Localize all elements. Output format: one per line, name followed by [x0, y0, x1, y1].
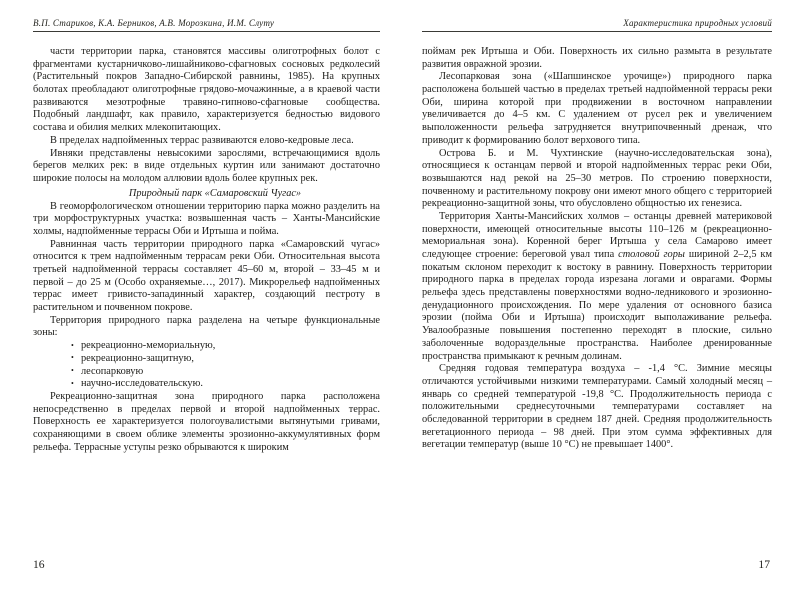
paragraph: поймам рек Иртыша и Оби. Поверхность их сильно размыта в результате развития овражной эрозии. — [422, 46, 772, 70]
paragraph: Территория природного парка разделена на четыре функциональные зоны: — [33, 314, 380, 339]
paragraph: Острова Б. и М. Чухтинские (научно-исследовательская зона), относящиеся к останцам первой и второй надпойменных террас реки Оби, возвышаются над рекой на 25–30 метров. По строению поверхности, почвенному и растительному покрову они имеют много общего с территорией рекреационно-защитной зоны, что обусловлено общностью их генезиса. — [422, 147, 772, 210]
paragraph: части территории парка, становятся массивы олиготрофных болот с фрагментами кустарничково-лишайниково-сфагновых сосновых редколесий (Растительный покров Западно-Сибирской равнины, 1985). На крупных болотах преобладают олиготрофные грядово-мочажинные, а в краевой части развиваются мезотрофные травяно-гипново-сфагновые сообщества. Подобный ландшафт, как правило, характеризуется бедностью видового состава и обилия мелких млекопитающих. — [33, 46, 380, 134]
paragraph: Лесопарковая зона («Шапшинское урочище») природного парка расположена большей частью в пределах третьей надпойменной террасы реки Оби, ширина которой при продвижении в восточном направлении увеличивается до 4–5 км. С удалением от русел рек и увеличением выположенности рельефа затрудняется внутрипочвенный дренаж, что приводит к формированию болот верхового типа. — [422, 71, 772, 146]
list-item: • рекреационно-защитную, — [33, 353, 380, 366]
list-item: • научно-исследовательскую. — [33, 378, 380, 391]
running-head-right: Характеристика природных условий — [623, 18, 772, 28]
list-item: • рекреационно-мемориальную, — [33, 340, 380, 353]
running-head-rule-left — [33, 31, 380, 32]
paragraph: В геоморфологическом отношении территорию парка можно разделить на три морфоструктурных участка: возвышенная часть – Ханты-Мансийские холмы, надпойменные террасы Оби и Иртыша и пойма. — [33, 200, 380, 237]
text-part-2: шириной 2–2,5 км покатым склоном переходит к востоку в равнину. Поверхность территории природного парка в пределах города изрезана логами и оврагами. Формы рельефа здесь представлены поверхностями водно-ледникового и эрозионно-денудационного происхождения. По мере удаления от основного базиса эрозии (пойма Оби и Иртыша) происходит выполаживание рельефа. Увалообразные повышения постепенно переходят в плоские, сильно заболоченные водораздельные пространства. Наиболее дренированные пространства примыкают к речным долинам. — [422, 249, 772, 362]
right-page — [400, 0, 800, 593]
page-number-right: 17 — [758, 558, 770, 571]
italic-term: столовой горы — [618, 249, 685, 260]
left-page-body — [33, 46, 380, 454]
paragraph-with-italic — [422, 211, 772, 363]
list-item: • лесопарковую — [33, 366, 380, 379]
running-head-left: В.П. Стариков, К.А. Берников, А.В. Морозкина, И.М. Слуту — [33, 18, 275, 28]
functional-zones-list — [33, 340, 380, 391]
running-head-rule-right — [422, 31, 772, 32]
paragraph: Равнинная часть территории природного парка «Самаровский чугас» относится к трем надпойменным террасам реки Оби. Относительная высота третьей надпойменной террасы составляет 45–60 м, второй – 33–45 м и первой – до 25 м (Особо охраняемые…, 2017). Микрорельеф надпойменных террас имеет гривисто-западинный характер, создающий пестроту в растительном и почвенном покрове. — [33, 238, 380, 314]
paragraph: Средняя годовая температура воздуха – -1,4 °С. Зимние месяцы отличаются устойчивыми низкими температурами. Самый холодный месяц – январь со средней температурой -19,8 °С. Продолжительность периода с положительными среднесуточными температурами составляет на обследованной территории в среднем 187 дней. Средняя продолжительность вегетационного периода – 98 дней. При этом сумма эффективных для вегетации температур (выше 10 °С) не превышает 1400°. — [422, 363, 772, 451]
text-part-1: Территория Ханты-Мансийских холмов – останцы древней материковой поверхности, имеющей относительные высоты 110–126 м (рекреационно-мемориальная зона). Коренной берег Иртыша у села Самарово имеет следующее строение: береговой увал типа — [422, 210, 772, 260]
paragraph: Ивняки представлены невысокими зарослями, встречающимися вдоль берегов мелких рек: в виде отдельных куртин или занимают достаточно широкие полосы на молодом аллювии вдоль более крупных рек. — [33, 147, 380, 184]
section-subheading: Природный парк «Самаровский Чугас» — [128, 187, 302, 199]
right-page-body — [422, 46, 772, 452]
paragraph: В пределах надпойменных террас развиваются елово-кедровые леса. — [50, 134, 354, 146]
paragraph: Рекреационно-защитная зона природного парка расположена непосредственно в пределах первой и второй надпойменных террас. Поверхность ее характеризуется пологоувалистыми вытянутыми гривами, сохраняющими в своем облике элементы эрозионно-аккумулятивных форм рельефа. Террасные уступы резко обрываются к широким — [33, 390, 380, 453]
page-number-left: 16 — [33, 558, 45, 571]
